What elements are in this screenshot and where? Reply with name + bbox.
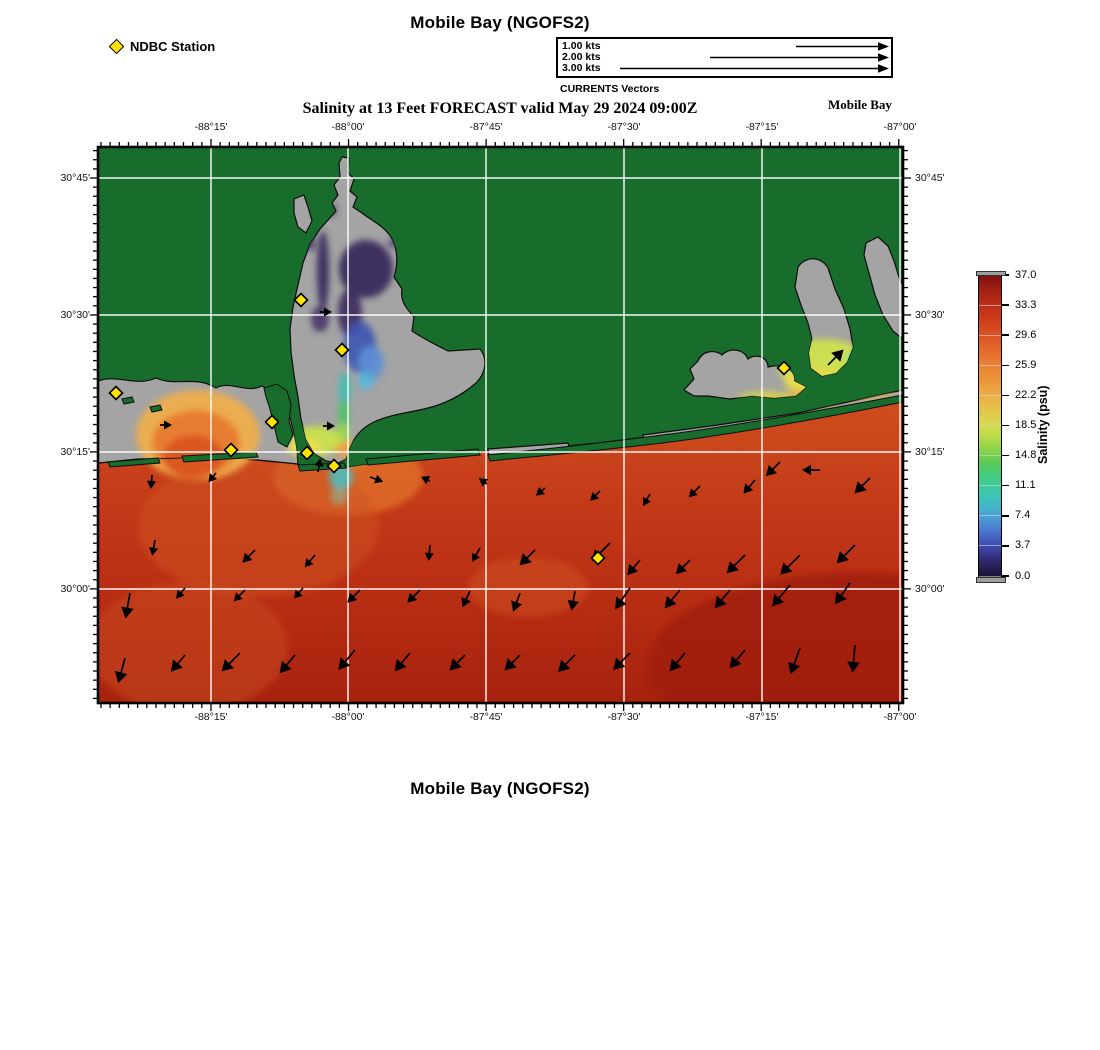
colorbar-tick-label: 11.1: [1015, 479, 1036, 492]
colorbar: [978, 268, 1037, 582]
lat-label-left: 30°45': [60, 172, 90, 184]
colorbar-gridline: [979, 425, 1001, 426]
colorbar-gridline: [979, 485, 1001, 486]
legend-arrow-head: [878, 42, 889, 50]
colorbar-tick: [1002, 334, 1009, 336]
colorbar-tick-label: 22.2: [1015, 388, 1037, 401]
footer-title: Mobile Bay (NGOFS2): [410, 779, 590, 798]
colorbar-tick-label: 14.8: [1015, 449, 1037, 462]
colorbar-tick-label: 25.9: [1015, 358, 1037, 371]
colorbar-tick-label: 29.6: [1015, 328, 1037, 341]
lon-label-top: -87°30': [607, 121, 641, 133]
lon-label-top: -87°45': [469, 121, 503, 133]
salinity-patch: [358, 372, 374, 390]
lon-label-bottom: -88°00': [331, 711, 365, 723]
colorbar-tick-label: 7.4: [1015, 509, 1031, 522]
forecast-subtitle: Salinity at 13 Feet FORECAST valid May 29 2024 09:00Z: [302, 100, 698, 117]
colorbar-tick-label: 37.0: [1015, 268, 1037, 281]
currents-row-3-label: 3.00 kts: [562, 62, 601, 74]
lon-label-bottom: -87°15': [745, 711, 779, 723]
colorbar-end-cap: [976, 577, 1006, 583]
colorbar-tick-label: 33.3: [1015, 298, 1037, 311]
lat-label-right: 30°00': [915, 583, 945, 595]
currents-legend-box: [556, 37, 893, 78]
colorbar-tick: [1002, 365, 1009, 367]
colorbar-gridline: [979, 395, 1001, 396]
colorbar-tick-label: 3.7: [1015, 539, 1031, 552]
lon-label-bottom: -87°45': [469, 711, 503, 723]
currents-legend-arrows: [558, 39, 890, 75]
lon-label-top: -87°15': [745, 121, 779, 133]
page-title: Mobile Bay (NGOFS2): [410, 13, 590, 32]
lat-label-right: 30°30': [915, 309, 945, 321]
salinity-patch: [317, 231, 329, 311]
colorbar-gridline: [979, 455, 1001, 456]
salinity-patch: [339, 240, 393, 298]
ndbc-legend: [111, 39, 215, 54]
colorbar-gridline: [979, 545, 1001, 546]
colorbar-tick: [1002, 545, 1009, 547]
colorbar-tick-label: 18.5: [1015, 419, 1037, 431]
colorbar-tick: [1002, 304, 1009, 306]
colorbar-tick: [1002, 485, 1009, 487]
currents-legend-caption: CURRENTS Vectors: [560, 83, 660, 95]
legend-arrow-head: [878, 64, 889, 72]
colorbar-gridline: [979, 305, 1001, 306]
colorbar-title: Salinity (psu): [1036, 385, 1050, 464]
colorbar-end-cap: [976, 271, 1006, 277]
lat-label-right: 30°45': [915, 172, 945, 184]
ndbc-legend-label: NDBC Station: [130, 39, 216, 54]
lat-label-right: 30°15': [915, 446, 945, 458]
map-svg: [98, 147, 903, 703]
lon-label-top: -87°00': [883, 121, 917, 133]
colorbar-gridline: [979, 365, 1001, 366]
legend-arrow-head: [878, 53, 889, 61]
colorbar-tick: [1002, 455, 1009, 457]
currents-row-2-label: 2.00 kts: [562, 51, 601, 63]
salinity-patch: [330, 487, 348, 505]
colorbar-tick: [1002, 425, 1009, 427]
lon-label-bottom: -87°00': [883, 711, 917, 723]
lon-label-top: -88°00': [331, 121, 365, 133]
colorbar-gridline: [979, 335, 1001, 336]
colorbar-tick: [1002, 395, 1009, 397]
lon-label-bottom: -87°30': [607, 711, 641, 723]
lat-label-left: 30°30': [60, 309, 90, 321]
colorbar-tick-label: 0.0: [1015, 569, 1031, 582]
colorbar-gridline: [979, 515, 1001, 516]
region-label: Mobile Bay: [828, 97, 892, 112]
lon-label-top: -88°15': [194, 121, 228, 133]
lat-label-left: 30°15': [60, 446, 90, 458]
lat-label-left: 30°00': [60, 583, 90, 595]
ndbc-diamond-icon: [109, 39, 125, 55]
lon-label-bottom: -88°15': [194, 711, 228, 723]
colorbar-tick: [1002, 515, 1009, 517]
currents-row-1-label: 1.00 kts: [562, 40, 601, 52]
